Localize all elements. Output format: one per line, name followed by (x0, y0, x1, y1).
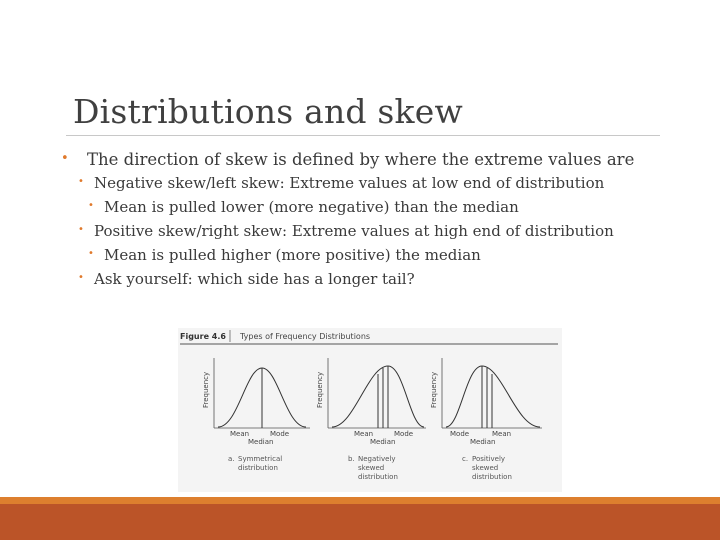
panel-symmetrical (202, 358, 310, 472)
panel-b-caption-2: skewed (358, 464, 385, 472)
panel-c-letter: c. (462, 455, 469, 463)
bullet-dot-icon: • (78, 224, 84, 235)
panel-a-mean-label: Mean (230, 430, 250, 438)
panel-b-caption-3: distribution (358, 473, 398, 481)
bullet-text: Negative skew/left skew: Extreme values at low end of distribution (94, 174, 605, 192)
panel-b-caption-1: Negatively (358, 455, 396, 463)
bullet-item (88, 246, 481, 264)
panel-a-median-label: Median (248, 438, 274, 446)
panel-c-caption-1: Positively (472, 455, 506, 463)
figure-svg (178, 328, 562, 492)
frequency-distributions-figure (178, 328, 562, 492)
bullet-text: Ask yourself: which side has a longer tail? (94, 270, 415, 288)
bullet-dot-icon: • (61, 151, 69, 166)
panel-a-caption-1: Symmetrical (238, 455, 283, 463)
panel-a-letter: a. (228, 455, 235, 463)
panel-b-median-label: Median (370, 438, 396, 446)
panel-positive-skew (430, 358, 542, 481)
panel-c-curve (446, 366, 540, 427)
bullet-dot-icon: • (88, 200, 94, 211)
figure-label: Figure 4.6 (180, 332, 226, 341)
panel-negative-skew (316, 358, 426, 481)
bullet-text: Mean is pulled higher (more positive) the median (104, 246, 481, 264)
bullet-text: The direction of skew is defined by where the extreme values are (87, 150, 635, 169)
bullet-dot-icon: • (78, 272, 84, 283)
bullet-item (78, 174, 605, 192)
bullet-dot-icon: • (88, 248, 94, 259)
panel-b-mean-label: Mean (354, 430, 374, 438)
slide-title: Distributions and skew (73, 92, 463, 131)
panel-c-median-label: Median (470, 438, 496, 446)
panel-c-mode-label: Mode (450, 430, 470, 438)
panel-c-caption-3: distribution (472, 473, 512, 481)
bullet-dot-icon: • (78, 176, 84, 187)
panel-c-y-label: Frequency (430, 371, 438, 408)
panel-b-mode-label: Mode (394, 430, 414, 438)
bullet-item (78, 222, 614, 240)
panel-a-caption-2: distribution (238, 464, 278, 472)
figure-caption: Types of Frequency Distributions (240, 332, 371, 341)
panel-c-mean-label: Mean (492, 430, 512, 438)
panel-b-letter: b. (348, 455, 355, 463)
panel-a-mode-label: Mode (270, 430, 290, 438)
bullet-item (61, 150, 635, 169)
bullet-item (88, 198, 519, 216)
panel-a-y-label: Frequency (202, 371, 210, 408)
bullet-text: Mean is pulled lower (more negative) than the median (104, 198, 519, 216)
bullet-item (78, 270, 415, 288)
footer-bar (0, 504, 720, 540)
panel-b-y-label: Frequency (316, 371, 324, 408)
panel-c-caption-2: skewed (472, 464, 499, 472)
bullet-text: Positive skew/right skew: Extreme values at high end of distribution (94, 222, 614, 240)
